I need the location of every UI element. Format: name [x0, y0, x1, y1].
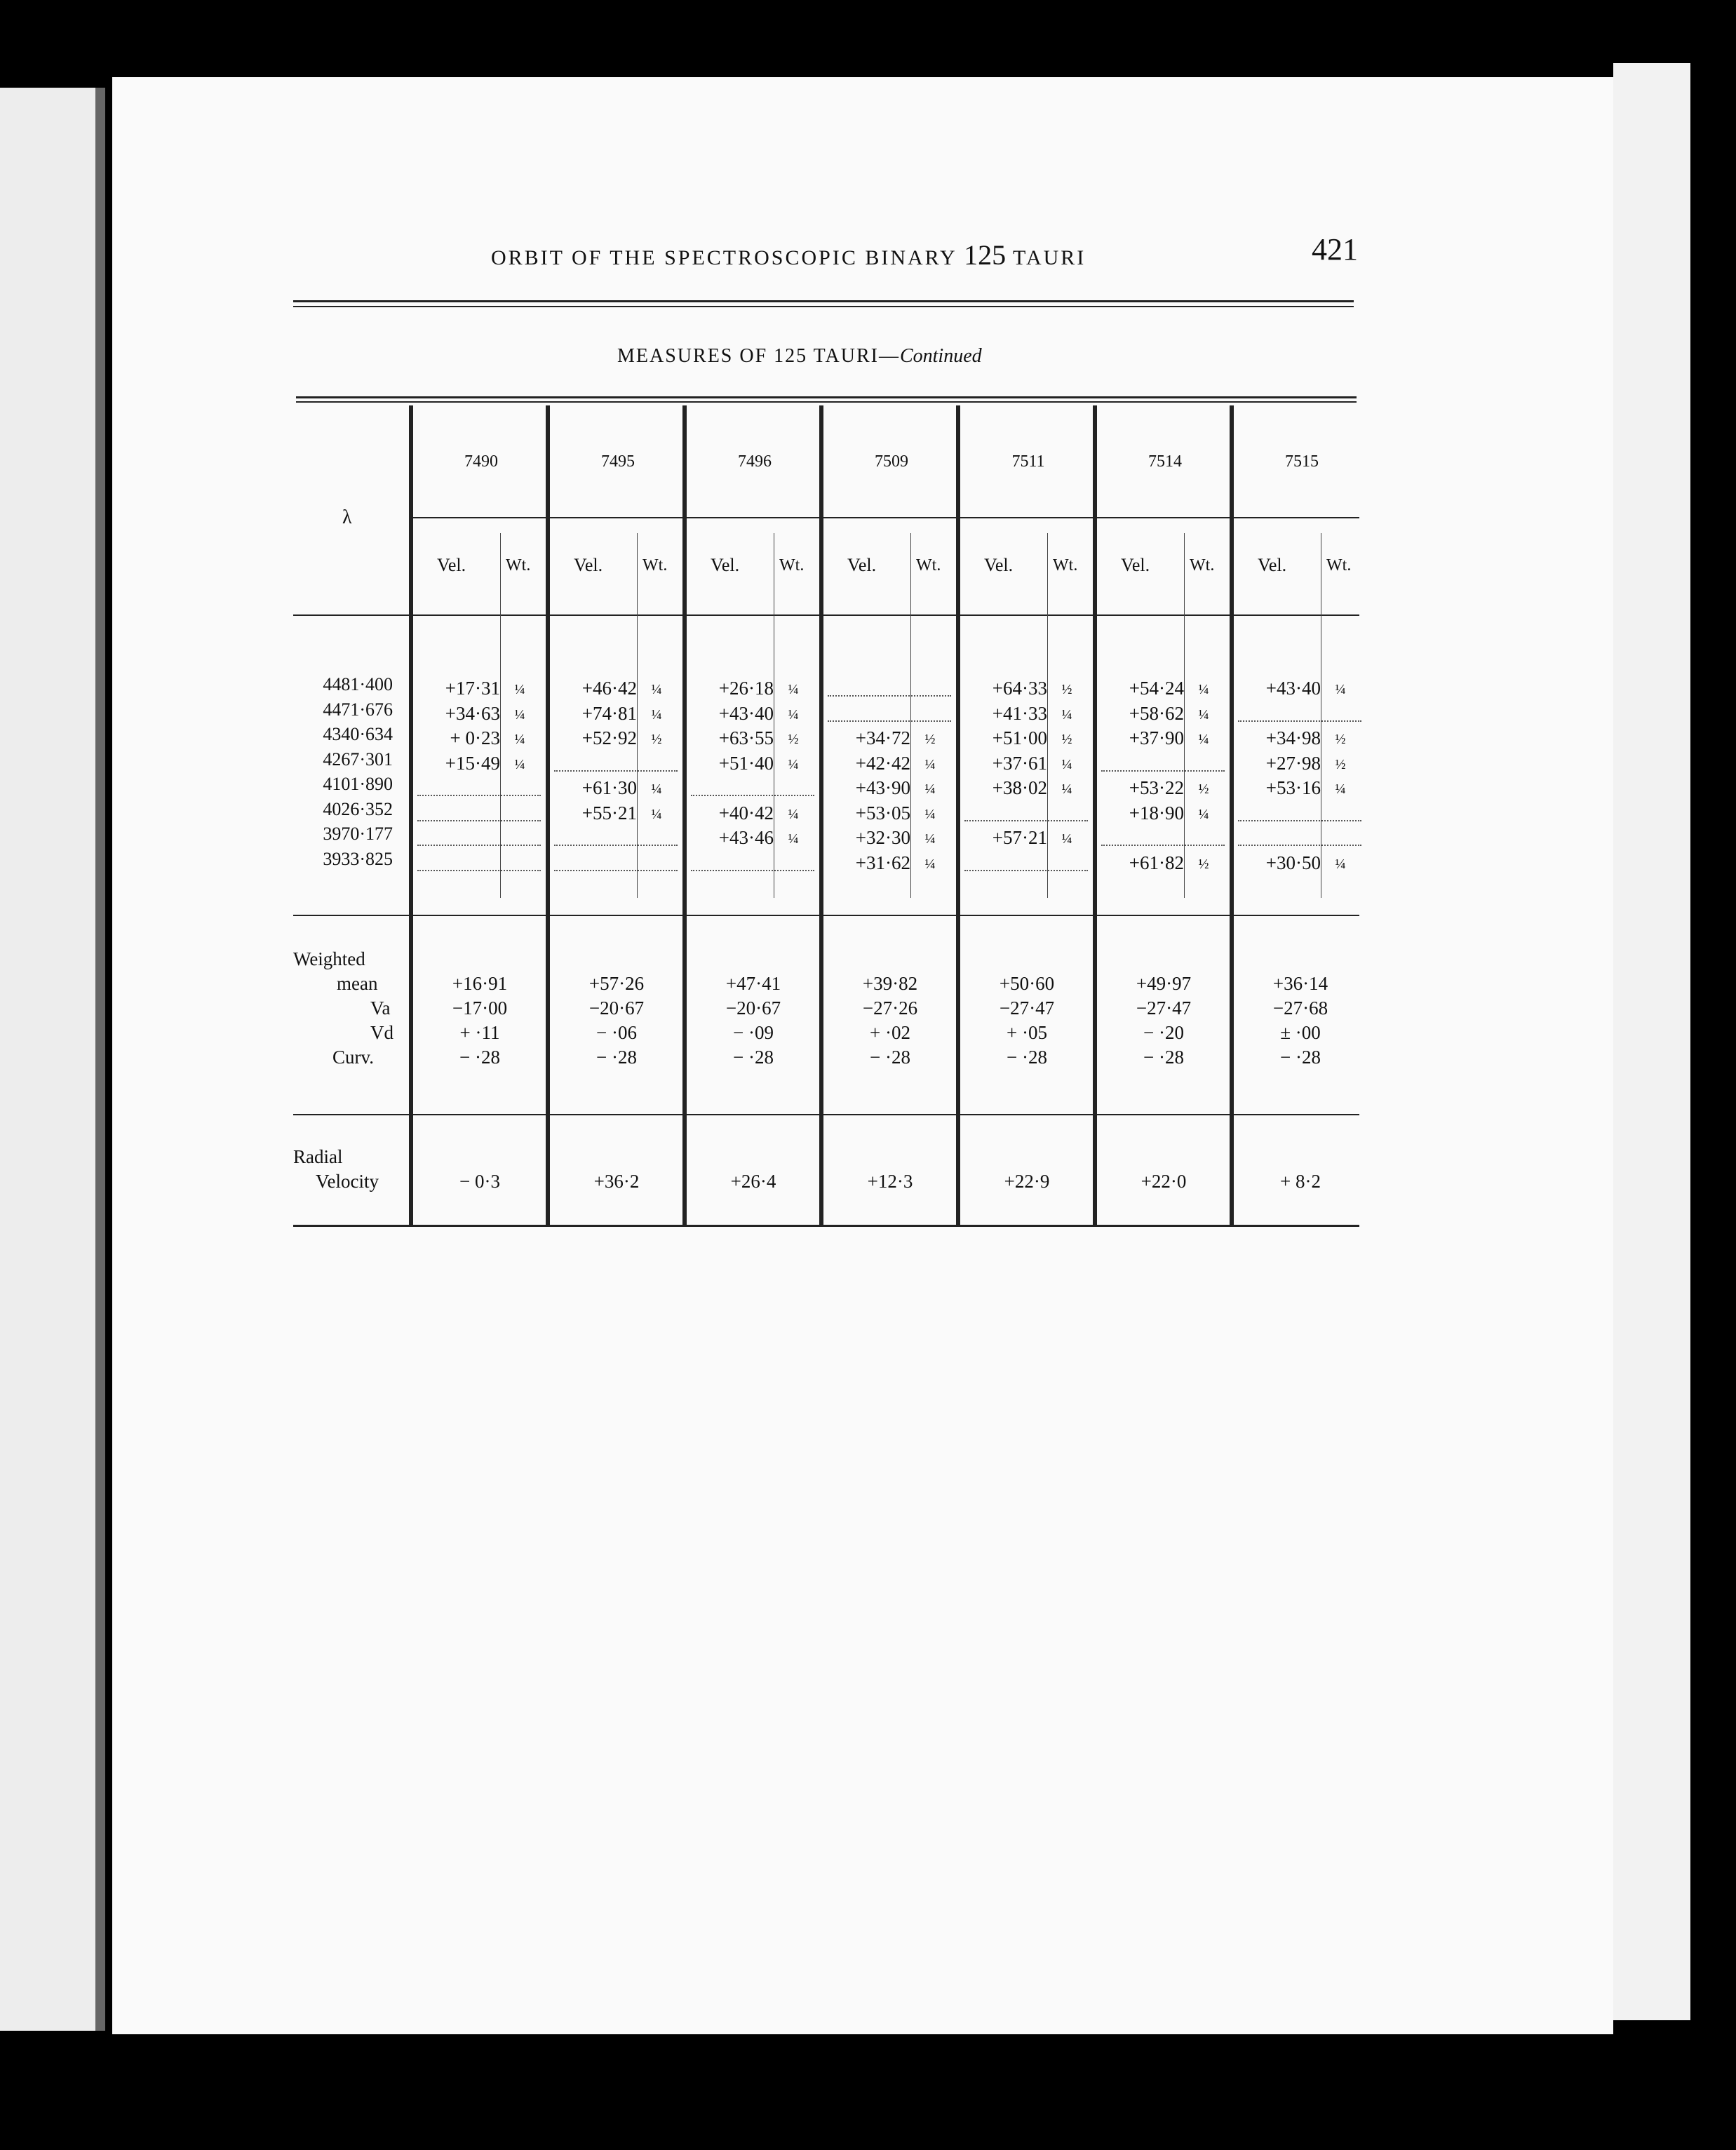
- vel-value: +58·62: [1129, 702, 1184, 724]
- vel-value: +54·24: [1129, 678, 1184, 699]
- wt-value: ¼: [924, 756, 936, 772]
- vel-value: +52·92: [581, 727, 637, 748]
- vel-value: +55·21: [581, 802, 637, 824]
- wt-header: Wt.: [1326, 556, 1352, 575]
- wt-value: ¼: [924, 831, 936, 847]
- plate-number: 7511: [1011, 452, 1045, 471]
- vd-value: + ·11: [459, 1022, 500, 1043]
- vel-header: Vel.: [1121, 555, 1150, 575]
- empty-cell-dots: [964, 870, 1088, 871]
- empty-cell-dots: [1101, 845, 1225, 846]
- plate-number: 7495: [601, 452, 635, 471]
- radial-velocity-value: − 0·3: [459, 1171, 500, 1192]
- running-head: [491, 238, 1086, 271]
- header-rule-top: [293, 300, 1354, 302]
- plate-number: 7490: [464, 452, 498, 471]
- weighted-mean-value: +36·14: [1272, 973, 1328, 994]
- wt-value: ¼: [1061, 706, 1072, 723]
- wt-value: ¼: [1061, 756, 1072, 772]
- vel-value: +34·98: [1265, 727, 1321, 748]
- vel-value: +46·42: [581, 678, 637, 699]
- va-value: −20·67: [588, 997, 645, 1019]
- radial-velocity-value: +26·4: [730, 1171, 776, 1192]
- vel-value: +63·55: [718, 727, 774, 748]
- weighted-mean-value: +50·60: [999, 973, 1055, 994]
- header-bottom-rule: [293, 614, 1359, 616]
- empty-cell-dots: [691, 870, 814, 871]
- page-number: 421: [1312, 232, 1358, 267]
- wavelength: 4267·301: [323, 748, 393, 770]
- vel-header: Vel.: [437, 555, 466, 575]
- header-rule-bottom: [293, 306, 1354, 307]
- va-value: −27·68: [1272, 997, 1328, 1019]
- table-rule-bottom: [293, 1225, 1359, 1227]
- vel-value: +38·02: [992, 777, 1047, 798]
- running-head-suffix: TAURI: [1013, 246, 1086, 269]
- wt-value: ¼: [788, 682, 799, 697]
- empty-cell-dots: [417, 870, 541, 871]
- curv-value: − ·28: [459, 1047, 500, 1068]
- wavelength: 4340·634: [323, 724, 393, 744]
- vel-value: +18·90: [1129, 802, 1184, 824]
- column-divider: [956, 405, 960, 1225]
- wt-divider: [637, 533, 638, 898]
- vel-value: +31·62: [855, 852, 910, 873]
- wt-value: ¼: [788, 806, 799, 822]
- vel-header: Vel.: [1258, 555, 1287, 575]
- empty-cell-dots: [1238, 820, 1361, 821]
- vel-value: +53·16: [1265, 777, 1321, 798]
- vel-value: +43·40: [1265, 678, 1321, 699]
- wavelength: 4101·890: [323, 774, 393, 794]
- summary-bottom-rule: [293, 1114, 1359, 1115]
- wt-value: ½: [924, 732, 936, 747]
- wt-value: ¼: [924, 806, 936, 822]
- va-value: −27·47: [1136, 997, 1192, 1019]
- va-value: −20·67: [725, 997, 781, 1019]
- vel-value: +57·21: [992, 827, 1047, 848]
- curv-value: − ·28: [870, 1047, 910, 1068]
- wt-divider: [1047, 533, 1048, 898]
- wt-header: Wt.: [1053, 556, 1078, 575]
- wavelength: 4026·352: [323, 798, 393, 819]
- empty-cell-dots: [417, 795, 541, 796]
- empty-cell-dots: [554, 770, 678, 772]
- facing-page-edge: [0, 88, 105, 2031]
- vel-value: +17·31: [445, 678, 500, 699]
- wavelength: 3933·825: [323, 848, 393, 869]
- plate-number: 7514: [1148, 452, 1182, 471]
- vel-value: +53·05: [855, 802, 910, 824]
- weighted-mean-value: +49·97: [1136, 973, 1192, 994]
- vel-value: +51·00: [992, 727, 1047, 748]
- vel-value: +27·98: [1265, 752, 1321, 774]
- vel-value: +41·33: [992, 702, 1047, 724]
- empty-cell-dots: [554, 870, 678, 871]
- curv-value: − ·28: [1007, 1047, 1047, 1068]
- vel-value: +64·33: [992, 678, 1047, 699]
- wt-header: Wt.: [506, 556, 531, 575]
- wt-value: ¼: [1198, 806, 1209, 822]
- radial-velocity-value: +12·3: [867, 1171, 913, 1192]
- column-divider: [409, 405, 413, 1225]
- vel-value: +43·40: [718, 702, 774, 724]
- vel-value: +51·40: [718, 752, 774, 774]
- vel-value: +26·18: [718, 678, 774, 699]
- wt-value: ½: [1335, 756, 1346, 772]
- wt-value: ¼: [1198, 706, 1209, 723]
- table-title-text: MEASURES OF 125 TAURI—: [617, 345, 900, 367]
- vel-value: +43·46: [718, 827, 774, 848]
- plate-number: 7496: [738, 452, 772, 471]
- weighted-mean-value: +57·26: [588, 973, 645, 994]
- wt-value: ¼: [514, 682, 525, 697]
- vel-value: +37·90: [1129, 727, 1184, 748]
- empty-cell-dots: [554, 845, 678, 846]
- wt-value: ½: [788, 732, 799, 747]
- vel-value: +61·82: [1129, 852, 1184, 873]
- curv-value: − ·28: [1280, 1047, 1321, 1068]
- plate-rule: [409, 517, 1359, 518]
- column-divider: [1230, 405, 1234, 1225]
- label-va: Va: [370, 997, 391, 1019]
- vel-header: Vel.: [847, 555, 877, 575]
- wt-value: ¼: [651, 682, 662, 697]
- vel-value: +34·72: [855, 727, 910, 748]
- wt-divider: [910, 533, 911, 898]
- wavelength: 3970·177: [323, 824, 393, 844]
- vel-value: +34·63: [445, 702, 500, 724]
- empty-cell-dots: [691, 795, 814, 796]
- va-value: −27·26: [862, 997, 918, 1019]
- plate-number: 7515: [1285, 452, 1319, 471]
- wt-value: ½: [1061, 682, 1072, 697]
- vel-value: +32·30: [855, 827, 910, 848]
- wt-value: ½: [1335, 732, 1346, 747]
- wt-divider: [500, 533, 501, 898]
- label-mean: mean: [337, 973, 378, 994]
- wavelength: 4471·676: [323, 699, 393, 720]
- curv-value: − ·28: [733, 1047, 774, 1068]
- plate-number: 7509: [875, 452, 908, 471]
- lambda-header: λ: [342, 506, 352, 528]
- radial-velocity-value: +22·9: [1004, 1171, 1050, 1192]
- weighted-mean-value: +47·41: [725, 973, 781, 994]
- wt-value: ¼: [924, 781, 936, 797]
- empty-cell-dots: [1238, 845, 1361, 846]
- empty-cell-dots: [417, 845, 541, 846]
- empty-cell-dots: [964, 820, 1088, 821]
- table-rule-top: [296, 396, 1357, 398]
- wt-value: ¼: [788, 706, 799, 723]
- radial-velocity-value: +36·2: [593, 1171, 640, 1192]
- table-rule-top-2: [296, 401, 1357, 403]
- label-velocity: Velocity: [316, 1171, 379, 1192]
- vel-value: +15·49: [445, 752, 500, 774]
- empty-cell-dots: [417, 820, 541, 821]
- wt-divider: [1184, 533, 1185, 898]
- vd-value: − ·06: [596, 1022, 637, 1043]
- wt-value: ½: [1198, 781, 1209, 797]
- wt-value: ¼: [1335, 682, 1346, 697]
- wt-value: ¼: [1198, 682, 1209, 697]
- wt-value: ¼: [651, 706, 662, 723]
- vel-value: +43·90: [855, 777, 910, 798]
- empty-cell-dots: [828, 695, 951, 697]
- label-weighted: Weighted: [293, 948, 365, 969]
- wt-value: ¼: [788, 831, 799, 847]
- weighted-mean-value: +16·91: [452, 973, 508, 994]
- vel-value: +30·50: [1265, 852, 1321, 873]
- vd-value: ± ·00: [1280, 1022, 1321, 1043]
- wt-header: Wt.: [779, 556, 805, 575]
- weighted-mean-value: +39·82: [862, 973, 918, 994]
- table-title-continued: Continued: [899, 345, 982, 367]
- vel-header: Vel.: [984, 555, 1014, 575]
- wt-value: ¼: [924, 856, 936, 872]
- curv-value: − ·28: [596, 1047, 637, 1068]
- measures-bottom-rule: [293, 915, 1359, 916]
- radial-velocity-value: + 8·2: [1280, 1171, 1321, 1192]
- radial-velocity-value: +22·0: [1140, 1171, 1187, 1192]
- vd-value: − ·09: [733, 1022, 774, 1043]
- wavelength: 4481·400: [323, 674, 393, 694]
- wt-value: ¼: [788, 756, 799, 772]
- wt-header: Wt.: [916, 556, 941, 575]
- wt-value: ¼: [1198, 732, 1209, 747]
- vel-value: +74·81: [581, 702, 637, 724]
- table-title: [617, 345, 982, 368]
- label-curv: Curv.: [332, 1047, 374, 1068]
- vel-header: Vel.: [574, 555, 603, 575]
- wt-header: Wt.: [1190, 556, 1215, 575]
- vel-value: +61·30: [581, 777, 637, 798]
- empty-cell-dots: [1238, 720, 1361, 722]
- wt-value: ¼: [1335, 856, 1346, 872]
- va-value: −17·00: [452, 997, 508, 1019]
- wt-value: ¼: [514, 756, 525, 772]
- wt-value: ¼: [1061, 781, 1072, 797]
- vel-value: +37·61: [992, 752, 1047, 774]
- curv-value: − ·28: [1143, 1047, 1184, 1068]
- wt-value: ½: [651, 732, 662, 747]
- va-value: −27·47: [999, 997, 1055, 1019]
- label-radial: Radial: [293, 1146, 343, 1167]
- empty-cell-dots: [1101, 770, 1225, 772]
- vel-header: Vel.: [711, 555, 740, 575]
- vd-value: − ·20: [1143, 1022, 1184, 1043]
- vd-value: + ·05: [1007, 1022, 1047, 1043]
- wt-value: ¼: [514, 706, 525, 723]
- vel-value: +53·22: [1129, 777, 1184, 798]
- running-head-prefix: ORBIT OF THE SPECTROSCOPIC BINARY: [491, 246, 957, 269]
- wt-value: ¼: [1335, 781, 1346, 797]
- vd-value: + ·02: [870, 1022, 910, 1043]
- wt-header: Wt.: [642, 556, 668, 575]
- vel-value: + 0·23: [450, 727, 500, 748]
- running-head-number: 125: [964, 239, 1007, 271]
- page-stack-edge: [1613, 63, 1690, 2020]
- vel-value: +42·42: [855, 752, 910, 774]
- empty-cell-dots: [828, 720, 951, 722]
- wt-value: ¼: [514, 732, 525, 747]
- label-vd: Vd: [370, 1022, 393, 1043]
- wt-value: ¼: [651, 781, 662, 797]
- wt-value: ½: [1198, 856, 1209, 872]
- wt-value: ½: [1061, 732, 1072, 747]
- vel-value: +40·42: [718, 802, 774, 824]
- wt-value: ¼: [651, 806, 662, 822]
- wt-value: ¼: [1061, 831, 1072, 847]
